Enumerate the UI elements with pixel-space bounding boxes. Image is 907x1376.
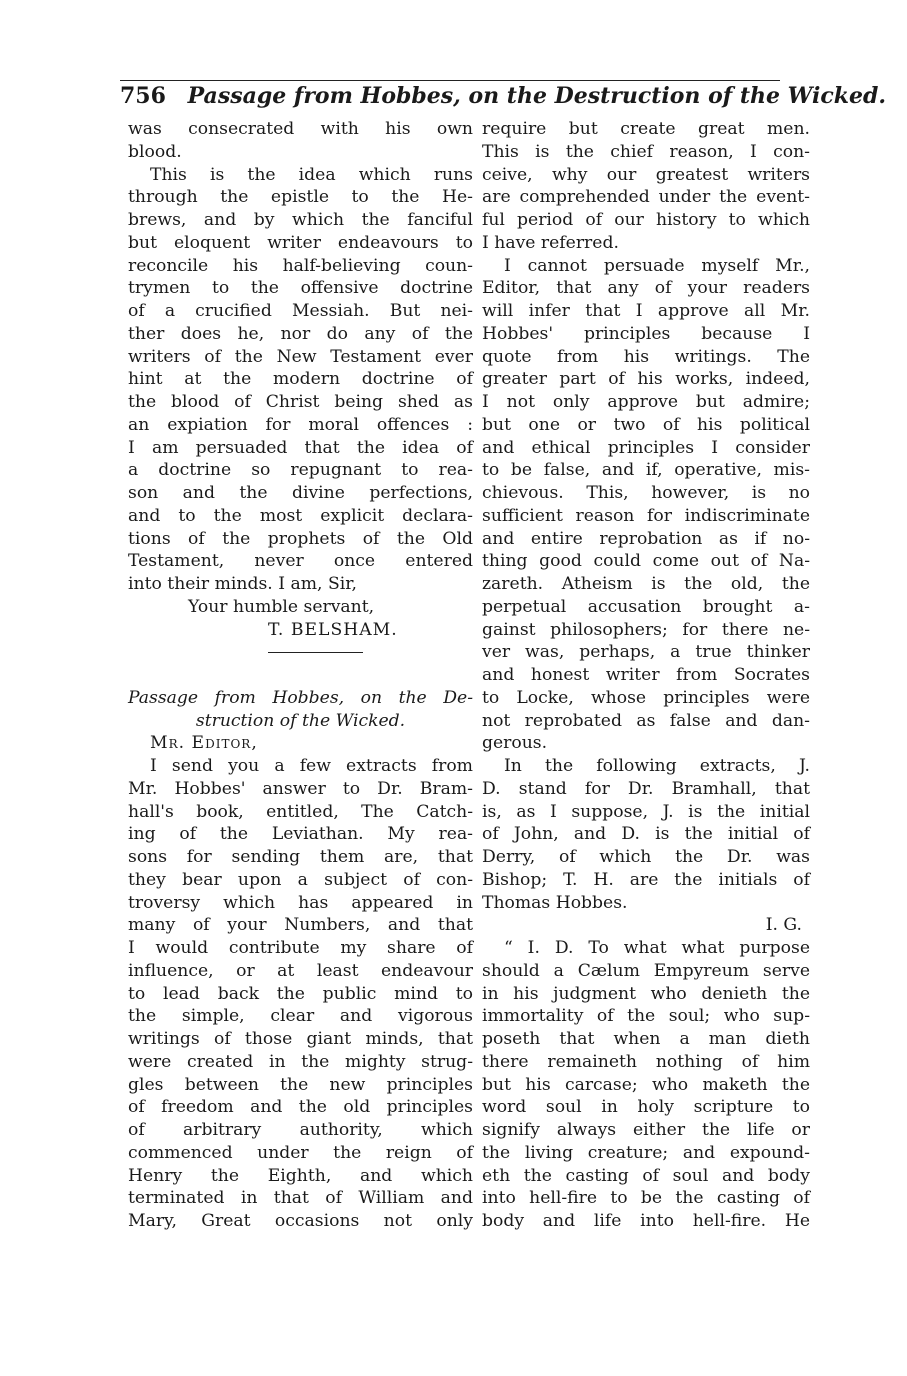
text-line: hint at the modern doctrine of [128,369,473,390]
text-line: in his judgment who denieth the [482,983,810,1004]
text-line: influence, or at least endeavour [128,960,473,981]
text-line: brews, and by which the fanciful [128,210,473,230]
running-header [120,80,887,109]
text-line: ceive, why our greatest writers [482,164,810,185]
text-line: D. stand for Dr. Bramhall, that [482,778,810,799]
text-line: Testament, never once entered [128,551,473,572]
text-line: the living creature; and expound- [482,1142,810,1163]
text-line: I have referred. [482,232,619,253]
text-line: they bear upon a subject of con- [128,869,473,890]
text-line: immortality of the soul; who sup- [482,1006,810,1027]
text-line: Mr. Editor, [150,733,258,754]
section-divider [128,641,473,664]
text-line: many of your Numbers, and that [128,915,473,936]
text-line: and entire reprobation as if no- [482,528,810,549]
text-line: and ethical principles I consider [482,437,810,458]
text-line: of freedom and the old principles [128,1097,473,1118]
text-line: and to the most explicit declara- [128,505,473,526]
text-line: Derry, of which the Dr. was [482,847,810,867]
text-line: poseth that when a man dieth [482,1029,810,1049]
text-line: of John, and D. is the initial of [482,824,810,845]
text-line: to be false, and if, operative, mis- [482,460,810,481]
text-line: will infer that I approve all Mr. [482,301,810,321]
text-line: chievous. This, however, is no [482,483,810,503]
text-line: through the epistle to the He- [128,187,473,208]
text-line: to lead back the public mind to [128,983,473,1004]
text-line: was consecrated with his own [128,119,473,139]
text-line: blood. [128,141,182,162]
text-line: zareth. Atheism is the old, the [482,574,810,594]
text-line: I cannot persuade myself Mr., [504,255,810,276]
text-line: of a crucified Messiah. But nei- [128,301,473,321]
text-line: commenced under the reign of [128,1142,473,1163]
text-line: Bishop; T. H. are the initials of [482,869,810,890]
text-line: not reprobated as false and dan- [482,710,810,731]
text-line: require but create great men. [482,119,810,139]
text-line: This is the chief reason, I con- [482,141,810,162]
text-line: trymen to the offensive doctrine [128,278,473,299]
text-line: struction of the Wicked. [195,710,406,731]
text-line: In the following extracts, J. [504,756,810,776]
text-line: Passage from Hobbes, on the De- [128,687,473,708]
text-line: body and life into hell-fire. He [482,1211,810,1231]
text-line: were created in the mighty strug- [128,1051,473,1072]
page-number: 756 [120,83,166,109]
text-line: thing good could come out of Na- [482,551,810,572]
right-column [482,118,810,1233]
text-line: hall's book, entitled, The Catch- [128,801,473,822]
text-line: Hobbes' principles because I [482,323,810,344]
text-line: but one or two of his political [482,414,810,435]
running-title: Passage from Hobbes, on the Destruction of the Wicked. [187,83,887,109]
text-line: I would contribute my share of [128,938,473,958]
text-line: ing of the Leviathan. My rea- [128,824,473,845]
text-line: a doctrine so repugnant to rea- [128,460,473,481]
text-line: the blood of Christ being shed as [128,392,473,412]
text-line: there remaineth nothing of him [482,1051,810,1072]
text-line: gerous. [482,733,548,754]
text-line: ful period of our history to which [482,210,810,230]
text-line: I send you a few extracts from [150,756,473,776]
text-line: Henry the Eighth, and which [128,1165,473,1186]
text-line: ther does he, nor do any of the [128,323,473,344]
text-line: writings of those giant minds, that [128,1029,473,1049]
text-line: I not only approve but admire; [482,392,810,412]
text-line: ver was, perhaps, a true thinker [482,642,810,663]
text-line: into hell-fire to be the casting of [482,1188,810,1209]
text-line: “ I. D. To what what purpose [504,938,810,958]
text-line: to Locke, whose principles were [482,687,810,708]
text-line: This is the idea which runs [150,164,473,185]
text-line: I. G. [765,915,802,936]
text-line: the simple, clear and vigorous [128,1006,473,1027]
text-line: signify always either the life or [482,1120,810,1140]
left-column [128,118,473,1233]
text-line: word soul in holy scripture to [482,1097,810,1118]
text-line: perpetual accusation brought a- [482,596,810,617]
blank-line [128,664,473,687]
text-line: should a Cælum Empyreum serve [482,960,810,981]
text-line: reconcile his half-believing coun- [128,255,473,276]
text-line: but eloquent writer endeavours to [128,232,473,253]
text-line: Thomas Hobbes. [482,892,628,913]
text-line: Your humble servant, [188,596,375,617]
text-line: terminated in that of William and [128,1188,473,1209]
text-line: of arbitrary authority, which [128,1120,473,1140]
text-line: eth the casting of soul and body [482,1165,810,1186]
text-line: quote from his writings. The [482,346,810,367]
text-line: is, as I suppose, J. is the initial [482,801,810,822]
text-line: Mary, Great occasions not only [128,1211,473,1231]
text-line: T. BELSHAM. [268,619,398,640]
text-line: sufficient reason for indiscriminate [482,505,810,526]
text-line: are comprehended under the event- [482,187,810,208]
text-line: troversy which has appeared in [128,892,473,913]
text-line: an expiation for moral offences : [128,414,473,435]
text-line: writers of the New Testament ever [128,346,473,367]
text-line: I am persuaded that the idea of [128,437,473,458]
divider-rule [268,652,363,653]
text-line: son and the divine perfections, [128,483,473,503]
text-line: into their minds. I am, Sir, [128,574,358,594]
text-line: gainst philosophers; for there ne- [482,619,810,640]
text-line: tions of the prophets of the Old [128,528,473,549]
text-line: greater part of his works, indeed, [482,369,810,390]
text-line: but his carcase; who maketh the [482,1074,810,1095]
text-line: Mr. Hobbes' answer to Dr. Bram- [128,778,473,799]
text-line: sons for sending them are, that [128,847,473,867]
text-line: gles between the new principles [128,1074,473,1095]
text-line: and honest writer from Socrates [482,665,810,685]
text-line: Editor, that any of your readers [482,278,810,299]
